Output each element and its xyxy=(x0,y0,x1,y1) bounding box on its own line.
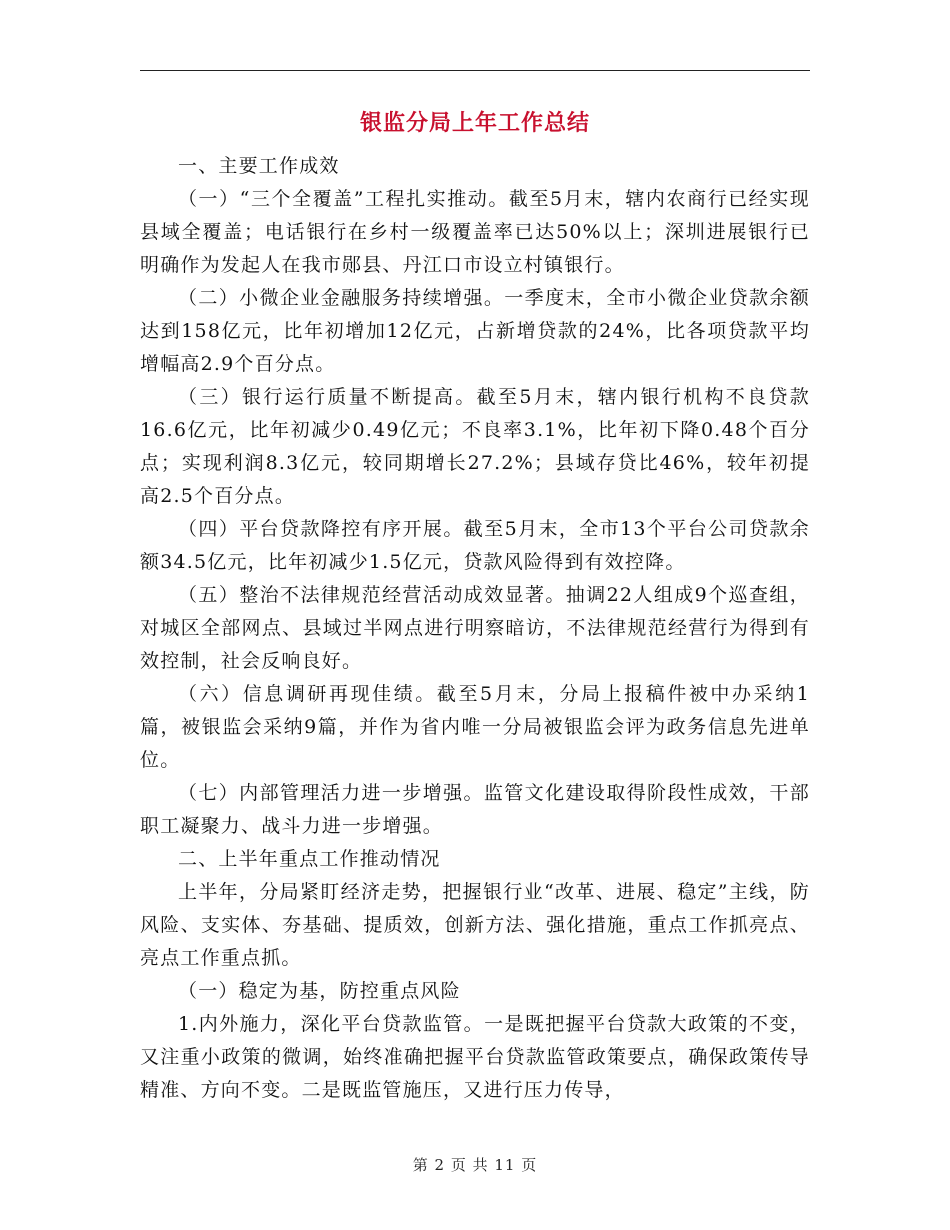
subsection-heading: （一）稳定为基，防控重点风险 xyxy=(178,980,461,1002)
paragraph: （三）银行运行质量不断提高。截至5月末，辖内银行机构不良贷款16.6亿元，比年初减少0.49亿元；不良率3.1%，比年初下降0.48个百分点；实现利润8.3亿元，较同期增长27.2%；县域存贷比46%，较年初提高2.5个百分点。 xyxy=(140,386,810,507)
section-heading-2: 二、上半年重点工作推动情况 xyxy=(178,848,441,870)
paragraph: （五）整治不法律规范经营活动成效显著。抽调22人组成9个巡查组，对城区全部网点、县域过半网点进行明察暗访，不法律规范经营行为得到有效控制，社会反响良好。 xyxy=(140,584,810,672)
paragraph: 1.内外施力，深化平台贷款监管。一是既把握平台贷款大政策的不变，又注重小政策的微调，始终准确把握平台贷款监管政策要点，确保政策传导精准、方向不变。二是既监管施压，又进行压力传导， xyxy=(140,1013,810,1101)
document-body xyxy=(140,150,810,1107)
paragraph: 上半年，分局紧盯经济走势，把握银行业“改革、进展、稳定”主线，防风险、支实体、夯基础、提质效，创新方法、强化措施，重点工作抓亮点、亮点工作重点抓。 xyxy=(140,881,810,969)
page-number-footer: 第 2 页 共 11 页 xyxy=(412,1156,538,1174)
paragraph: （六）信息调研再现佳绩。截至5月末，分局上报稿件被中办采纳1篇，被银监会采纳9篇，并作为省内唯一分局被银监会评为政务信息先进单位。 xyxy=(140,683,810,771)
paragraph: （二）小微企业金融服务持续增强。一季度末，全市小微企业贷款余额达到158亿元，比年初增加12亿元，占新增贷款的24%，比各项贷款平均增幅高2.9个百分点。 xyxy=(140,287,810,375)
paragraph: （一）“三个全覆盖”工程扎实推动。截至5月末，辖内农商行已经实现县域全覆盖；电话银行在乡村一级覆盖率已达50%以上；深圳进展银行已明确作为发起人在我市郧县、丹江口市设立村镇银行。 xyxy=(140,188,810,276)
section-heading-1: 一、主要工作成效 xyxy=(178,155,340,177)
paragraph: （四）平台贷款降控有序开展。截至5月末，全市13个平台公司贷款余额34.5亿元，比年初减少1.5亿元，贷款风险得到有效控降。 xyxy=(140,518,810,573)
header-rule xyxy=(140,70,810,71)
document-title: 银监分局上年工作总结 xyxy=(359,111,590,136)
paragraph: （七）内部管理活力进一步增强。监管文化建设取得阶段性成效，干部职工凝聚力、战斗力进一步增强。 xyxy=(140,782,810,837)
